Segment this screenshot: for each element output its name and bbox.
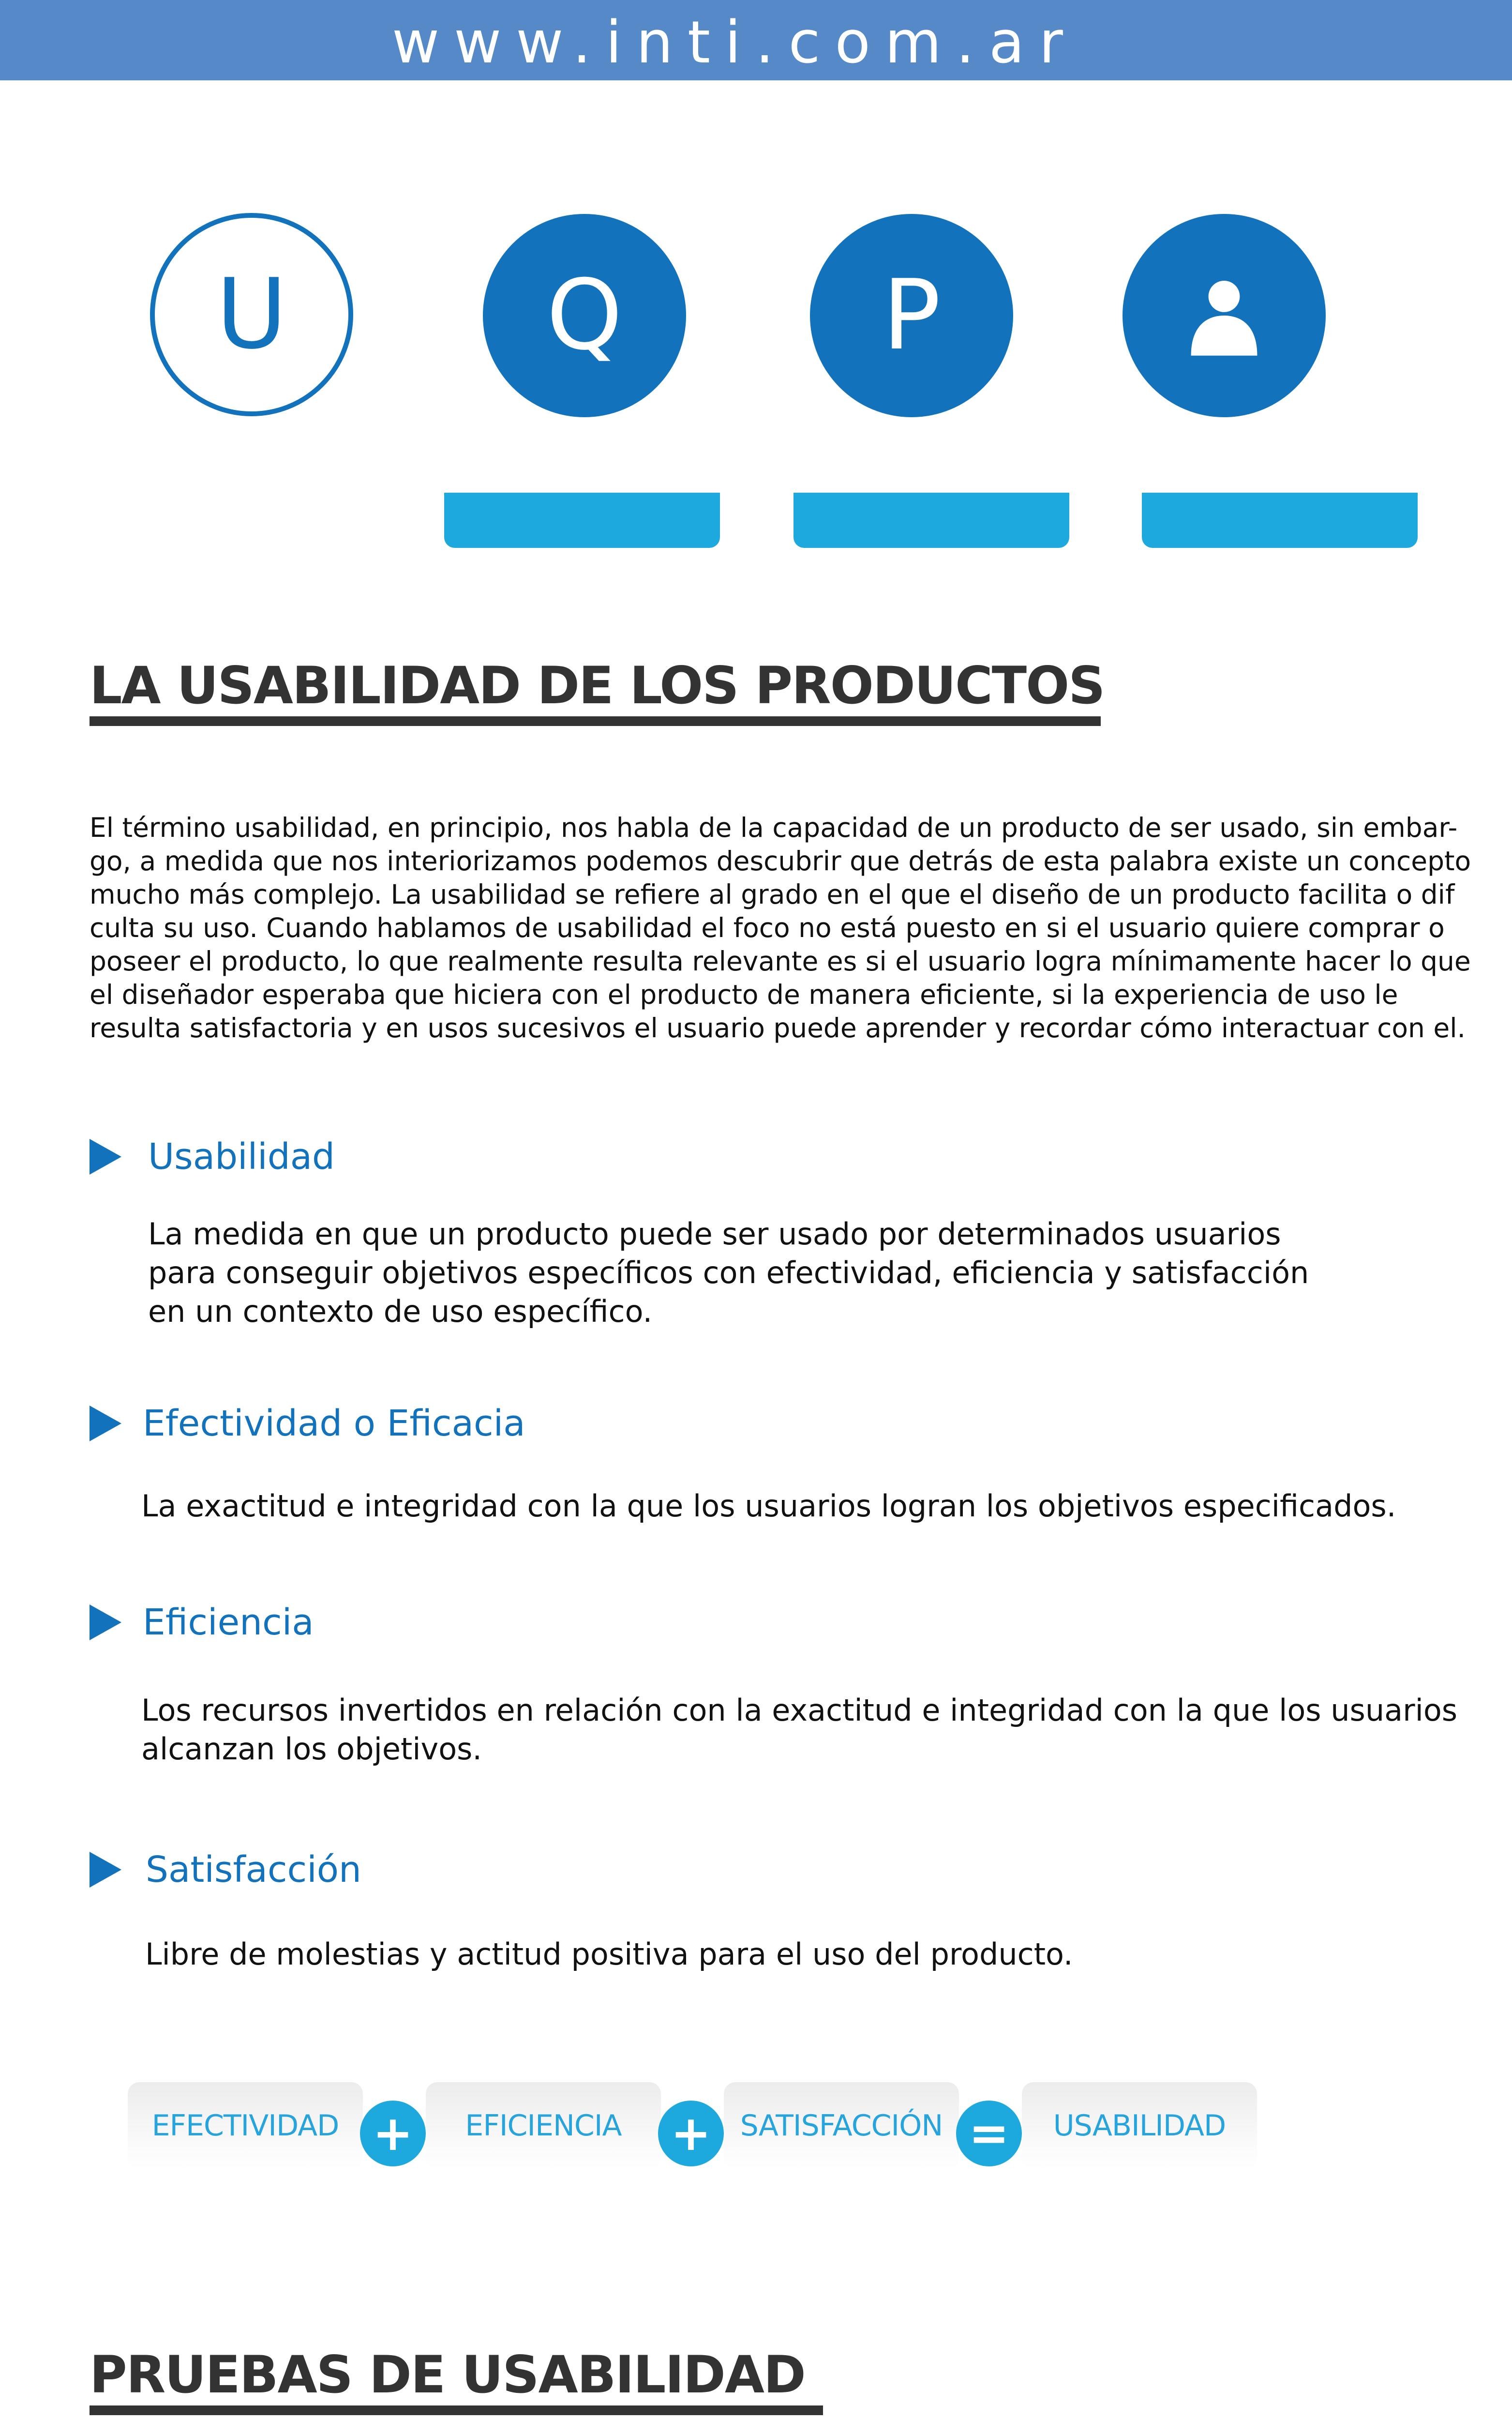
term-label: Usabilidad	[148, 1136, 335, 1178]
paragraph-line: el diseñador esperaba que hiciera con el producto de manera eficiente, si la experiencia de uso le	[90, 979, 1398, 1010]
icon-letter-q: Q	[546, 259, 623, 372]
triangle-bullet-icon	[90, 1139, 121, 1175]
plus-icon: +	[658, 2101, 724, 2166]
term-eficiencia	[90, 1601, 314, 1644]
definition-line: alcanzan los objetivos.	[141, 1731, 482, 1767]
equation-usabilidad: USABILIDAD	[1022, 2082, 1257, 2169]
section-title-pruebas: PRUEBAS DE USABILIDAD	[90, 2345, 805, 2405]
equals-icon: =	[956, 2101, 1022, 2166]
icon-letter-u: U	[216, 258, 287, 371]
term-definition	[141, 1691, 1457, 1769]
equation-eficiencia: EFICIENCIA	[426, 2082, 661, 2169]
icon-letter-p: P	[882, 259, 941, 372]
triangle-bullet-icon	[90, 1406, 121, 1441]
equation-efectividad: EFECTIVIDAD	[128, 2082, 363, 2169]
term-definition	[141, 1487, 1396, 1526]
letter-u-icon	[150, 213, 353, 416]
user-icon	[1123, 214, 1326, 417]
equation-satisfaccion: SATISFACCIÓN	[724, 2082, 959, 2169]
term-definition	[148, 1215, 1309, 1331]
definition-line: La medida en que un producto puede ser usado por determinados usuarios	[148, 1216, 1281, 1252]
section-title-underline	[90, 716, 1101, 726]
term-label: Satisfacción	[146, 1849, 361, 1891]
paragraph-line: mucho más complejo. La usabilidad se refiere al grado en el que el diseño de un producto facilita o dif	[90, 879, 1455, 910]
paragraph-line: El término usabilidad, en principio, nos habla de la capacidad de un producto de ser usado, sin embar-	[90, 812, 1458, 843]
intro-paragraph	[90, 811, 1471, 1045]
header-bar	[0, 0, 1512, 80]
term-satisfaccion	[90, 1848, 361, 1891]
paragraph-line: poseer el producto, lo que realmente resulta relevante es si el usuario logra mínimamente hacer lo que	[90, 946, 1471, 977]
triangle-bullet-icon	[90, 1604, 121, 1640]
term-efectividad	[90, 1402, 525, 1445]
letter-p-icon	[810, 214, 1013, 417]
section-title-underline	[90, 2405, 823, 2415]
section-title-usabilidad: LA USABILIDAD DE LOS PRODUCTOS	[90, 656, 1105, 715]
paragraph-line: culta su uso. Cuando hablamos de usabilidad el foco no está puesto en si el usuario quiere comprar o	[90, 912, 1445, 943]
term-label: Eficiencia	[143, 1602, 314, 1643]
tab-q[interactable]	[444, 493, 720, 548]
definition-line: para conseguir objetivos específicos con efectividad, eficiencia y satisfacción	[148, 1255, 1309, 1290]
term-definition	[145, 1935, 1073, 1974]
site-url[interactable]: www.inti.com.ar	[392, 9, 1078, 76]
definition-line: Libre de molestias y actitud positiva para el uso del producto.	[145, 1936, 1073, 1972]
paragraph-line: resulta satisfactoria y en usos sucesivos el usuario puede aprender y recordar cómo interactuar con el.	[90, 1013, 1466, 1044]
term-label: Efectividad o Eficacia	[143, 1403, 525, 1444]
tab-p[interactable]	[793, 493, 1069, 548]
triangle-bullet-icon	[90, 1852, 121, 1888]
tab-user[interactable]	[1142, 493, 1418, 548]
plus-icon: +	[360, 2101, 426, 2166]
definition-line: Los recursos invertidos en relación con la exactitud e integridad con la que los usuarios	[141, 1693, 1458, 1728]
user-glyph	[1181, 272, 1268, 359]
letter-q-icon	[483, 214, 686, 417]
term-usabilidad	[90, 1135, 335, 1179]
paragraph-line: go, a medida que nos interiorizamos podemos descubrir que detrás de esta palabra existe un concepto	[90, 846, 1471, 877]
definition-line: en un contexto de uso específico.	[148, 1294, 653, 1329]
definition-line: La exactitud e integridad con la que los usuarios logran los objetivos especificados.	[141, 1488, 1396, 1524]
